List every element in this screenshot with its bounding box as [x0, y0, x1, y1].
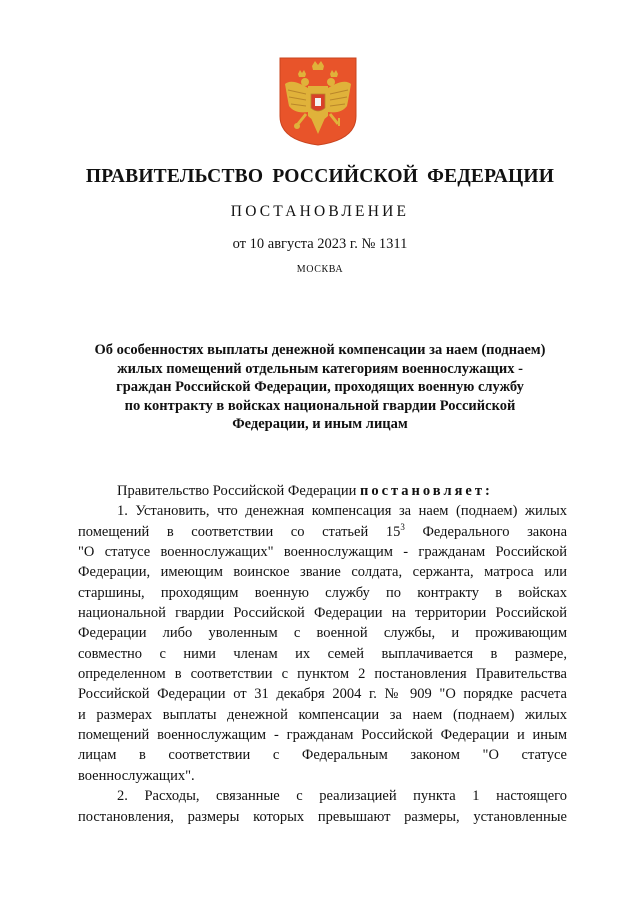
russian-coat-of-arms-icon — [278, 56, 358, 146]
paragraph-line: и размерах выплаты денежной компенсации за наем (поднаем) жилых — [78, 706, 567, 723]
subject-line: жилых помещений отдельным категориям военнослужащих - — [117, 360, 523, 377]
government-title: ПРАВИТЕЛЬСТВО РОССИЙСКОЙ ФЕДЕРАЦИИ — [85, 166, 555, 187]
paragraph-line: Федерации, имеющим воинское звание солдата, сержанта, матроса или — [78, 564, 567, 581]
document-date-number: от 10 августа 2023 г. № 1311 — [232, 236, 408, 252]
paragraph-line: совместно с ними членам их семей выплачивается в размере, — [78, 645, 567, 662]
paragraph-line: помещений военнослужащим - гражданам Российской Федерации и иным — [78, 727, 567, 744]
preamble — [78, 481, 567, 501]
paragraph-line: определенном в соответствии с пунктом 2 постановления Правительства — [78, 666, 567, 683]
paragraph-line: военнослужащих". — [78, 767, 195, 784]
paragraph-line — [78, 522, 567, 542]
paragraph-line: лицам в соответствии с Федеральным законом "О статусе — [78, 747, 567, 764]
paragraph-text: Федерального закона — [404, 523, 567, 540]
document-type: ПОСТАНОВЛЕНИЕ — [230, 203, 410, 220]
paragraph-line: 1. Установить, что денежная компенсация за наем (поднаем) жилых — [117, 503, 567, 520]
superscript: 3 — [400, 521, 405, 532]
subject-line: по контракту в войсках национальной гвардии Российской — [124, 397, 516, 414]
preamble-text: Правительство Российской Федерации — [117, 483, 360, 499]
preamble-keyword: постановляет: — [359, 483, 493, 499]
paragraph-line: Федерации либо уволенным с военной службы, и проживающим — [78, 625, 567, 642]
document-body — [78, 481, 567, 827]
paragraph-line: 2. Расходы, связанные с реализацией пункта 1 настоящего — [117, 788, 567, 805]
document-city: МОСКВА — [296, 264, 344, 275]
paragraph-text: помещений в соответствии со статьей 15 — [78, 523, 401, 540]
subject-line: Об особенностях выплаты денежной компенсации за наем (поднаем) — [94, 342, 546, 358]
paragraph-line: Российской Федерации от 31 декабря 2004 г. № 909 "О порядке расчета — [78, 686, 567, 703]
document-subject — [70, 341, 570, 434]
subject-line: граждан Российской Федерации, проходящих военную службу — [116, 379, 524, 396]
paragraph-line: постановления, размеры которых превышают размеры, установленные — [78, 808, 567, 825]
subject-line: Федерации, и иным лицам — [232, 416, 408, 433]
paragraph-line: старшины, проходящим военную службу по контракту в войсках — [78, 584, 567, 601]
paragraph-line: "О статусе военнослужащих" военнослужащим - гражданам Российской — [78, 544, 567, 561]
paragraph-line: национальной гвардии Российской Федерации на территории Российской — [78, 605, 567, 622]
